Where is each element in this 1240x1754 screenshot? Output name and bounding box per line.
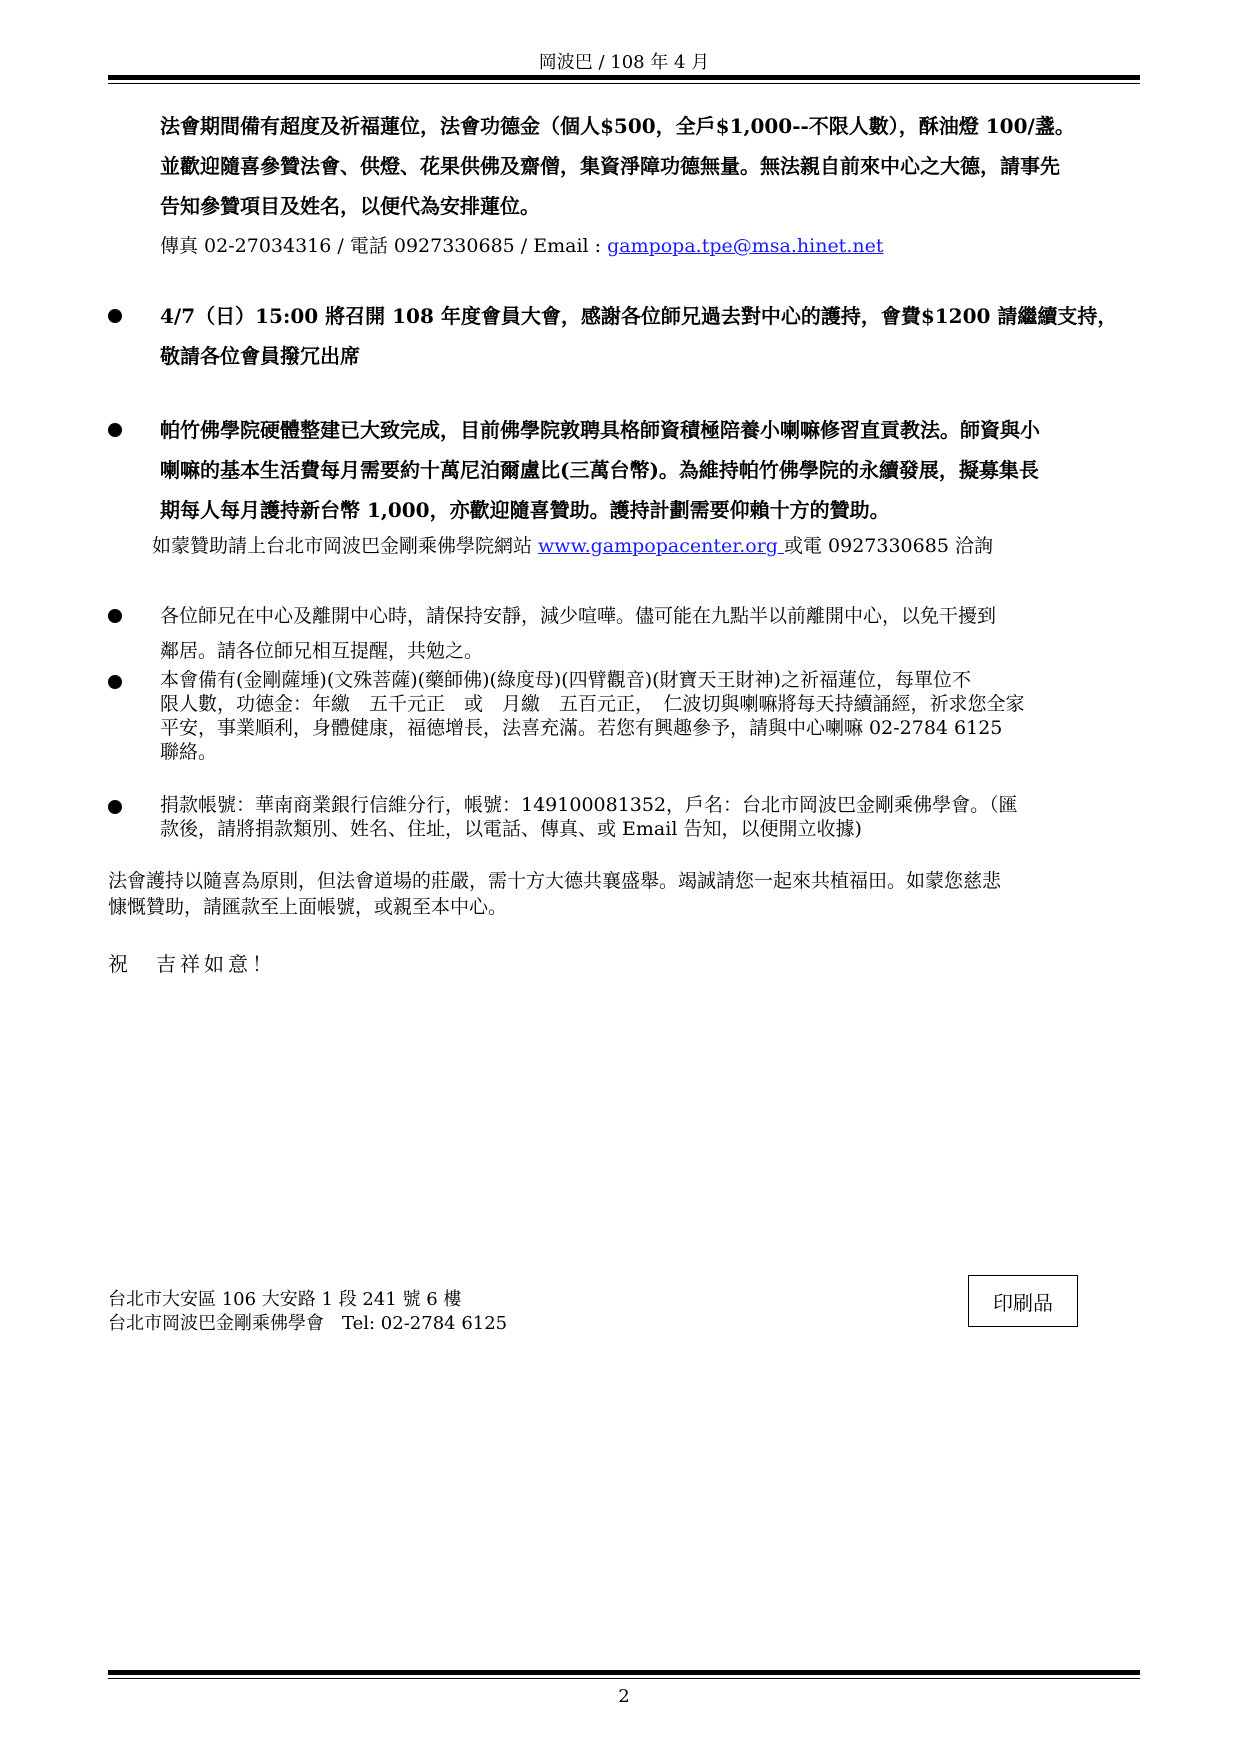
closing-blessing: 祝 吉祥如意！	[108, 952, 276, 976]
bullet-dot-2	[108, 423, 122, 437]
contact-text: 傳真 02-27034316 / 電話 0927330685 / Email :	[160, 235, 608, 257]
bullet-2-website-line	[152, 526, 1162, 566]
website-suffix: 或電 0927330685 洽詢	[783, 535, 993, 557]
page-number: 2	[618, 1686, 630, 1707]
printed-matter-stamp: 印刷品	[968, 1275, 1078, 1327]
contact-line	[160, 226, 1170, 266]
bullet-3-quiet	[160, 596, 1170, 666]
address-line-2: 台北市岡波巴金剛乘佛學會 Tel: 02-2784 6125	[108, 1313, 508, 1334]
bullet-4-line-3: 平安，事業順利，身體健康，福德增長，法喜充滿。若您有興趣參予，請與中心喇嘛 02-2784 6125	[160, 717, 1003, 739]
closing-para-line-2: 慷慨贊助，請匯款至上面帳號，或親至本中心。	[108, 896, 508, 918]
bullet-4-line-4: 聯絡。	[160, 741, 218, 763]
page-header: 岡波巴 / 108 年 4 月	[538, 52, 710, 73]
dharma-offering-section	[160, 106, 1170, 226]
email-link[interactable]: gampopa.tpe@msa.hinet.net	[607, 235, 884, 257]
address-line-1: 台北市大安區 106 大安路 1 段 241 號 6 樓	[108, 1289, 462, 1310]
bullet-1-meeting	[160, 296, 1170, 376]
footer-rule-thin	[108, 1678, 1140, 1679]
bullet-2-line-2: 喇嘛的基本生活費每月需要約十萬尼泊爾盧比(三萬台幣)。為維持帕竹佛學院的永續發展，擬募集長	[160, 458, 1039, 482]
footer-address	[108, 1288, 507, 1336]
closing-paragraph	[108, 868, 1168, 920]
bullet-2-line-3: 期每人每月護持新台幣 1,000，亦歡迎隨喜贊助。護持計劃需要仰賴十方的贊助。	[160, 498, 890, 522]
website-prefix: 如蒙贊助請上台北市岡波巴金剛乘佛學院網站	[152, 535, 539, 557]
website-link[interactable]: www.gampopacenter.org	[538, 535, 784, 557]
closing-para-line-1: 法會護持以隨喜為原則，但法會道場的莊嚴，需十方大德共襄盛舉。竭誠請您一起來共植福田。如蒙您慈悲	[108, 870, 1002, 892]
offering-line-2: 並歡迎隨喜參贊法會、供燈、花果供佛及齋僧，集資淨障功德無量。無法親自前來中心之大德，請事先	[160, 154, 1060, 178]
offering-line-3: 告知參贊項目及姓名，以便代為安排蓮位。	[160, 194, 540, 218]
bullet-1-line-1: 4/7（日）15:00 將召開 108 年度會員大會，感謝各位師兄過去對中心的護持，會費$1200 請繼續支持，	[160, 304, 1118, 328]
bullet-4-line-1: 本會備有(金剛薩埵)(文殊菩薩)(藥師佛)(綠度母)(四臂觀音)(財寶天王財神)之祈福蓮位，每單位不	[160, 669, 971, 691]
bullet-dot-4	[108, 675, 122, 689]
header-rule-thin	[108, 83, 1140, 84]
bullet-3-line-2: 鄰居。請各位師兄相互提醒，共勉之。	[160, 640, 484, 662]
offering-line-1: 法會期間備有超度及祈福蓮位，法會功德金（個人$500，全戶$1,000--不限人數），酥油燈 100/盞。	[160, 114, 1075, 138]
bullet-2-line-1: 帕竹佛學院硬體整建已大致完成，目前佛學院敦聘具格師資積極陪養小喇嘛修習直貢教法。師資與小	[160, 418, 1040, 442]
bullet-5-line-2: 款後，請將捐款類別、姓名、住址，以電話、傳真、或 Email 告知，以便開立收據)	[160, 818, 862, 840]
bullet-2-academy	[160, 410, 1170, 530]
bullet-4-blessing	[160, 668, 1170, 764]
bullet-3-line-1: 各位師兄在中心及離開中心時，請保持安靜，減少喧嘩。儘可能在九點半以前離開中心，以免干擾到	[160, 605, 997, 627]
footer-rule-thick	[108, 1670, 1140, 1675]
bullet-5-donation	[160, 793, 1170, 841]
header-rule-thick	[108, 75, 1140, 80]
bullet-4-line-2: 限人數，功德金：年繳 五千元正 或 月繳 五百元正， 仁波切與喇嘛將每天持續誦經，祈求您全家	[160, 693, 1025, 715]
bullet-1-line-2: 敬請各位會員撥冗出席	[160, 344, 360, 368]
bullet-dot-1	[108, 309, 122, 323]
bullet-5-line-1: 捐款帳號：華南商業銀行信維分行，帳號：149100081352，戶名：台北市岡波巴金剛乘佛學會。（匯	[160, 794, 1018, 816]
bullet-dot-5	[108, 800, 122, 814]
bullet-dot-3	[108, 609, 122, 623]
